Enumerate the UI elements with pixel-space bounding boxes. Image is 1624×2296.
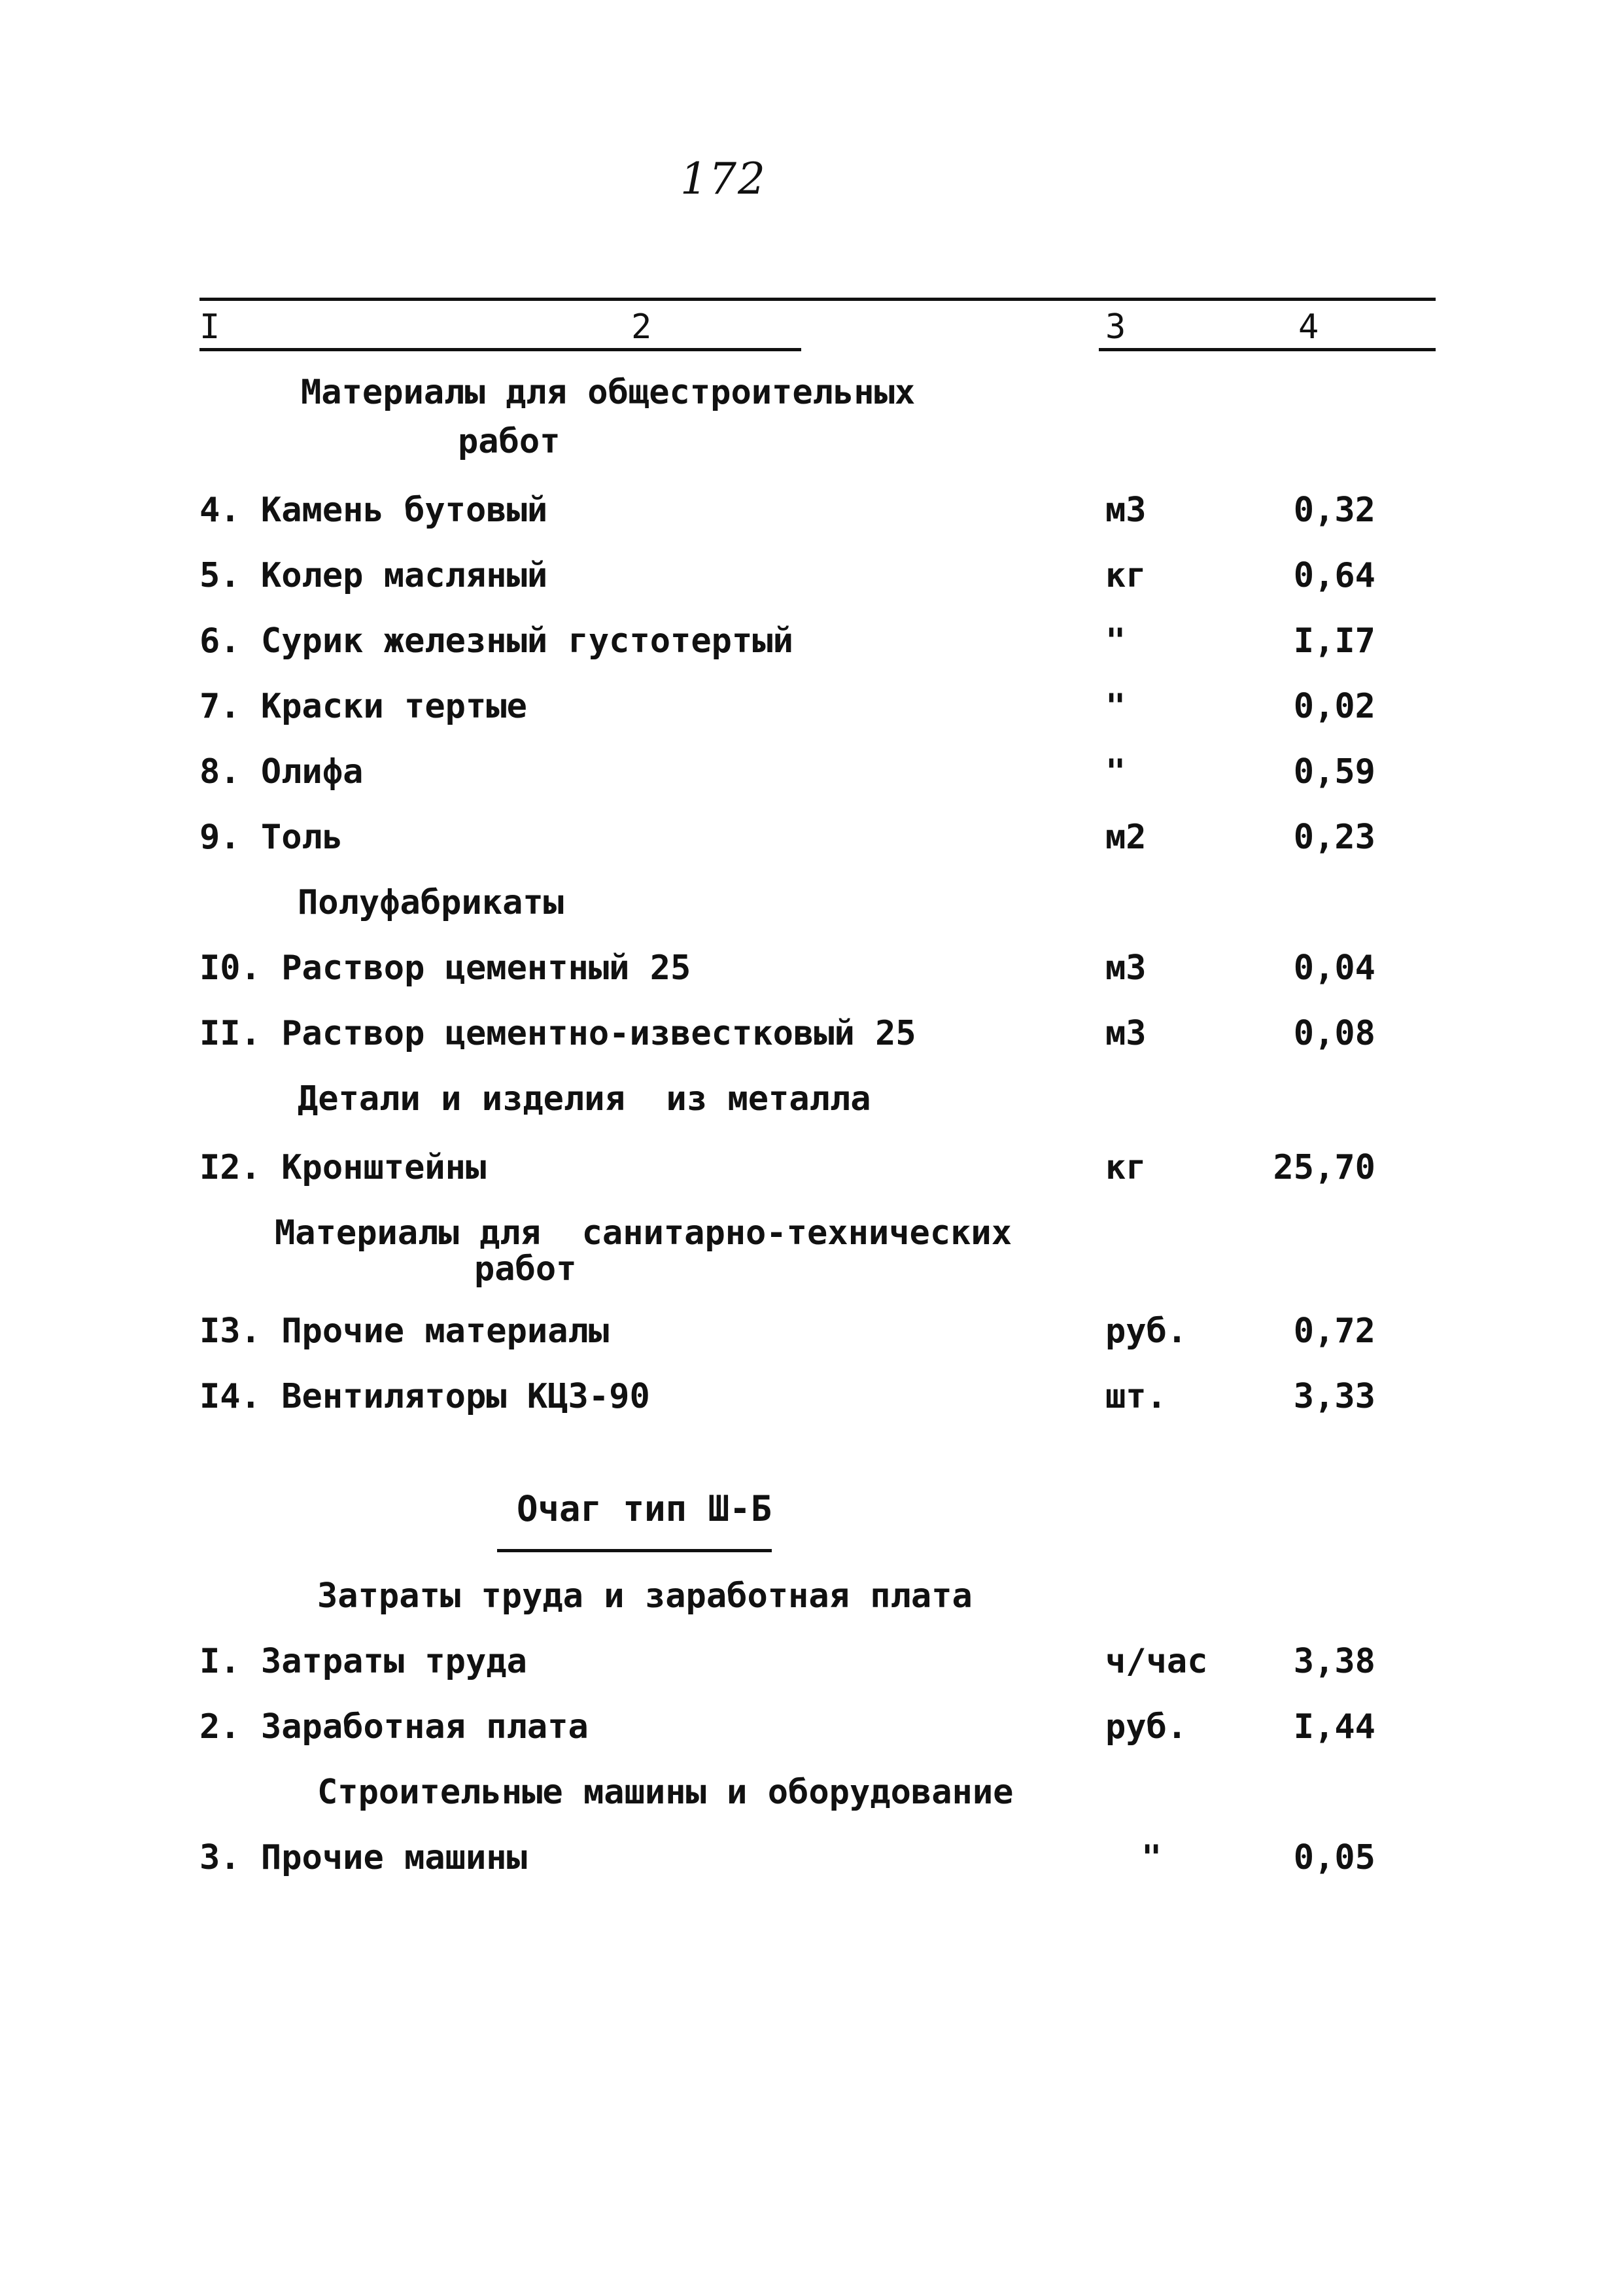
- item-name: I. Затраты труда: [199, 1642, 527, 1681]
- table-top-rule: [199, 298, 1436, 301]
- item-name: 6. Сурик железный густотертый: [199, 621, 793, 661]
- heading-labor: Затраты труда и заработная плата: [317, 1576, 973, 1616]
- item-name: 8. Олифа: [199, 752, 364, 791]
- list-item: [0, 1707, 1624, 1766]
- list-item: [0, 621, 1624, 680]
- item-value: 0,08: [1293, 1014, 1375, 1053]
- heading-semi-finished: Полуфабрикаты: [298, 883, 564, 922]
- item-unit: м2: [1105, 818, 1147, 857]
- item-name: 5. Колер масляный: [199, 556, 548, 595]
- item-value: 0,59: [1293, 752, 1375, 791]
- header-col1: I: [199, 307, 220, 347]
- header-underline-2: [1099, 348, 1436, 351]
- item-value: 0,32: [1293, 491, 1375, 530]
- item-name: I3. Прочие материалы: [199, 1312, 610, 1351]
- item-value: 0,04: [1293, 948, 1375, 988]
- item-name: II. Раствор цементно-известковый 25: [199, 1014, 916, 1053]
- list-item: [0, 818, 1624, 877]
- list-item: [0, 1642, 1624, 1701]
- header-col2: 2: [631, 307, 652, 347]
- list-item: [0, 752, 1624, 811]
- item-value: 3,33: [1293, 1377, 1375, 1416]
- item-value: 0,05: [1293, 1838, 1375, 1877]
- item-unit: шт.: [1105, 1377, 1167, 1416]
- list-item: [0, 687, 1624, 746]
- item-name: 2. Заработная плата: [199, 1707, 589, 1747]
- item-unit: кг: [1105, 1148, 1147, 1187]
- item-value: I,I7: [1293, 621, 1375, 661]
- item-name: 9. Толь: [199, 818, 343, 857]
- item-unit: ": [1141, 1838, 1162, 1877]
- item-unit: м3: [1105, 1014, 1147, 1053]
- item-name: I4. Вентиляторы КЦЗ-90: [199, 1377, 650, 1416]
- item-value: 0,02: [1293, 687, 1375, 726]
- heading-metal-parts: Детали и изделия из металла: [298, 1079, 871, 1119]
- item-unit: руб.: [1105, 1707, 1188, 1747]
- item-unit: ": [1105, 687, 1126, 726]
- header-underline-1: [199, 348, 801, 351]
- heading-general-materials: Материалы для общестроительных: [301, 373, 916, 412]
- header-col4: 4: [1298, 307, 1319, 347]
- item-unit: кг: [1105, 556, 1147, 595]
- item-name: I2. Кронштейны: [199, 1148, 487, 1187]
- section-title-underline: [497, 1549, 772, 1552]
- item-name: 7. Краски тертые: [199, 687, 527, 726]
- item-unit: м3: [1105, 491, 1147, 530]
- list-item: [0, 1312, 1624, 1370]
- heading-sanitary-materials-cont: работ: [474, 1249, 577, 1289]
- section-title: Очаг тип Ш-Б: [517, 1488, 772, 1529]
- list-item: [0, 1148, 1624, 1207]
- heading-general-materials-cont: работ: [458, 422, 561, 461]
- item-value: I,44: [1293, 1707, 1375, 1747]
- item-value: 0,64: [1293, 556, 1375, 595]
- list-item: [0, 491, 1624, 549]
- list-item: [0, 556, 1624, 615]
- item-name: 4. Камень бутовый: [199, 491, 548, 530]
- item-unit: руб.: [1105, 1312, 1188, 1351]
- item-value: 3,38: [1293, 1642, 1375, 1681]
- page-number: 172: [680, 154, 767, 204]
- item-unit: ": [1105, 752, 1126, 791]
- list-item: [0, 1377, 1624, 1436]
- item-value: 0,23: [1293, 818, 1375, 857]
- heading-machines: Строительные машины и оборудование: [317, 1773, 1014, 1812]
- list-item: [0, 1838, 1624, 1897]
- item-unit: ч/час: [1105, 1642, 1208, 1681]
- header-col3: 3: [1105, 307, 1126, 347]
- item-unit: ": [1105, 621, 1126, 661]
- item-value: 25,70: [1273, 1148, 1375, 1187]
- item-name: I0. Раствор цементный 25: [199, 948, 691, 988]
- list-item: [0, 948, 1624, 1007]
- list-item: [0, 1014, 1624, 1073]
- item-value: 0,72: [1293, 1312, 1375, 1351]
- item-unit: м3: [1105, 948, 1147, 988]
- item-name: 3. Прочие машины: [199, 1838, 527, 1877]
- heading-sanitary-materials: Материалы для санитарно-технических: [275, 1213, 1012, 1253]
